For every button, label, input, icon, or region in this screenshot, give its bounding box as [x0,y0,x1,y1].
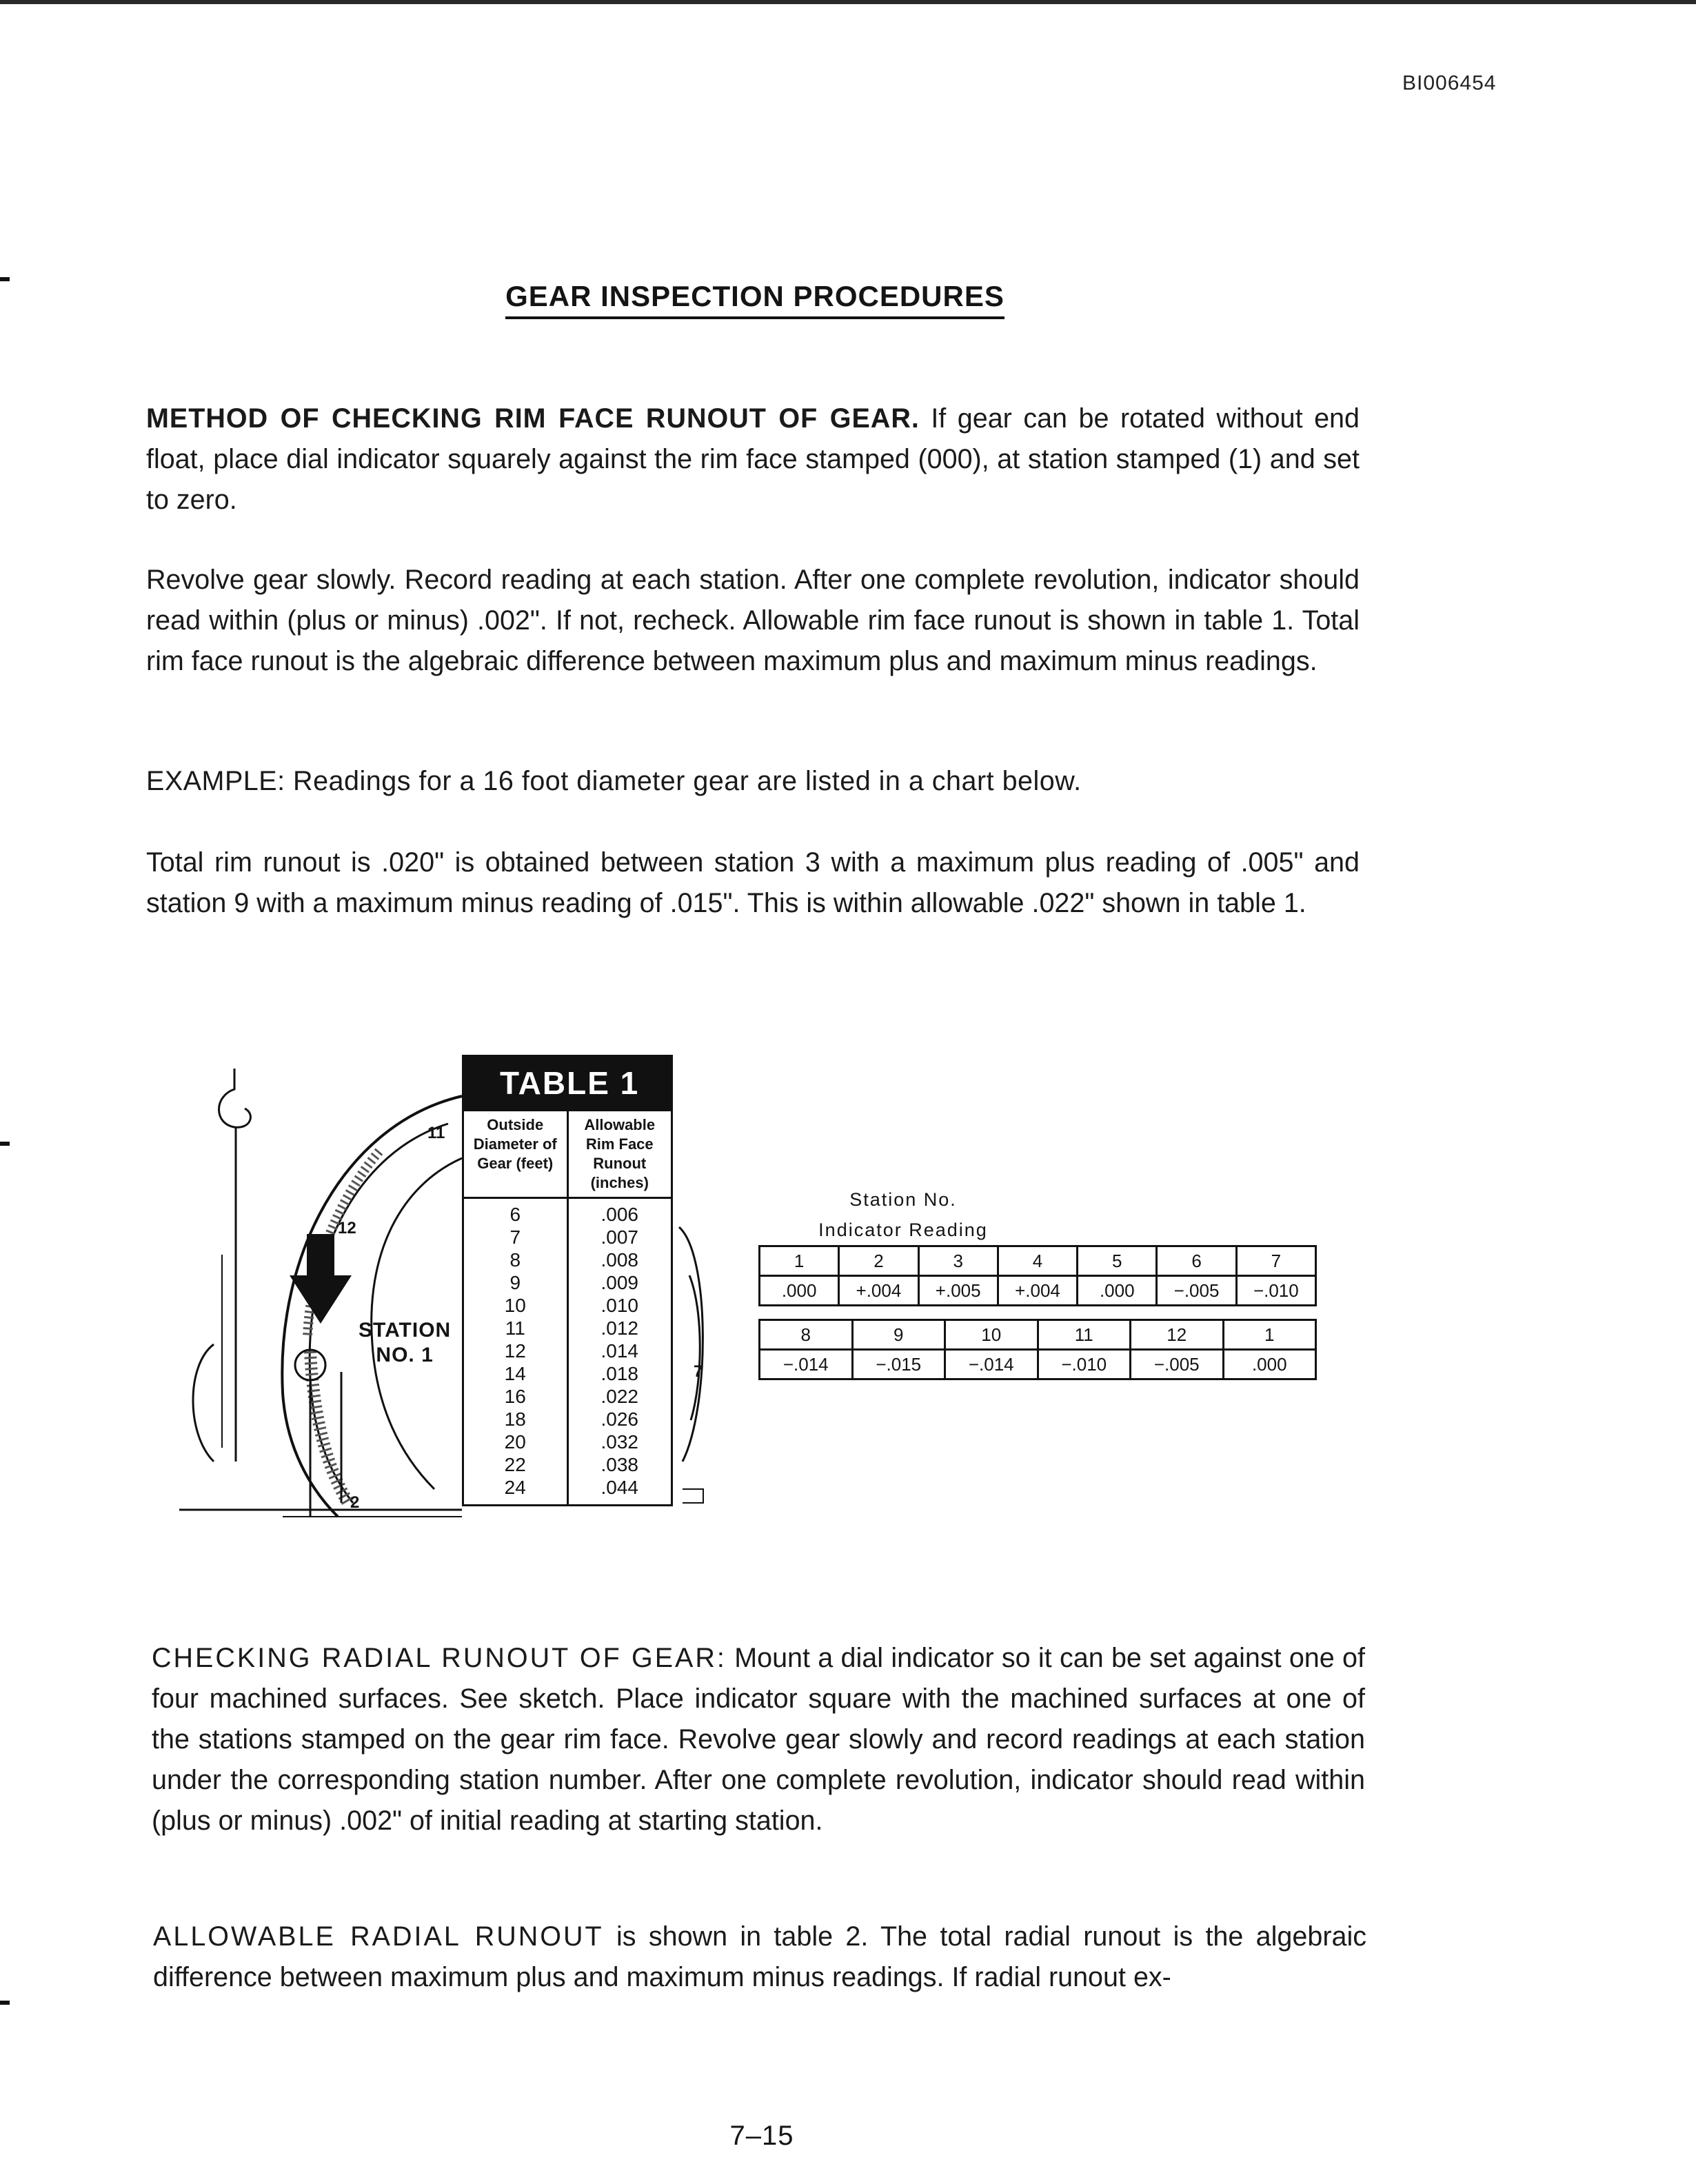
reading-cell: .000 [1078,1276,1157,1306]
paragraph-lead: METHOD OF CHECKING RIM FACE RUNOUT OF GEAR. [146,403,920,434]
caption-station-no: Station No. [849,1189,957,1210]
table-1-diameters: 6 7 8 9 10 11 12 14 16 18 20 22 24 [504,1204,526,1498]
station-cell: 6 [1157,1246,1236,1276]
reading-cell: −.010 [1236,1276,1315,1306]
station-cell: 12 [1131,1320,1224,1350]
reading-cell: −.015 [852,1350,945,1379]
readings-caption [800,1184,1007,1245]
station-cell: 9 [852,1320,945,1350]
paragraph-rim-method [146,398,1360,520]
top-rule [0,0,1696,4]
station-cell: 1 [760,1246,839,1276]
reading-cell: .000 [1223,1350,1316,1379]
station-mark-7: 7 [694,1362,703,1381]
station-mark-11: 11 [427,1124,445,1142]
station-cell: 2 [839,1246,918,1276]
readings-table-row-2 [758,1319,1317,1380]
reading-cell: +.004 [998,1276,1077,1306]
page-title: GEAR INSPECTION PROCEDURES [0,280,1510,313]
station-cell: 1 [1223,1320,1316,1350]
readings-table-row-1 [758,1245,1317,1306]
station-cell: 10 [945,1320,1038,1350]
edge-mark [0,1142,10,1146]
station-label-text: STATION NO. 1 [359,1319,452,1366]
paragraph-lead: CHECKING RADIAL RUNOUT OF GEAR: [152,1643,727,1673]
station-mark-2: 2 [350,1493,360,1512]
indicator-clamp [219,1069,251,1127]
paragraph-lead: ALLOWABLE RADIAL RUNOUT [153,1921,604,1952]
reading-cell: .000 [760,1276,839,1306]
table-1-body [464,1197,671,1504]
table-row [760,1320,1316,1350]
station-no-1-label [359,1318,451,1368]
table-row [760,1350,1316,1379]
paragraph-allowable-radial [153,1917,1366,1998]
reading-cell: −.010 [1038,1350,1131,1379]
station-cell: 3 [918,1246,998,1276]
reading-cell: +.004 [839,1276,918,1306]
gear-sketch-figure [172,1048,710,1544]
station-cell: 8 [760,1320,853,1350]
paragraph-body: is shown in table 2. The total radial runout is the algebraic difference between maximum plus and maximum minus readings. If radial runout ex- [153,1921,1366,1992]
readings-chart [758,1184,1317,1380]
station-cell: 7 [1236,1246,1315,1276]
gear-teeth [310,1351,348,1503]
table-row [760,1246,1316,1276]
reading-cell: −.014 [945,1350,1038,1379]
reading-cell: +.005 [918,1276,998,1306]
paragraph-example: EXAMPLE: Readings for a 16 foot diameter gear are listed in a chart below. [146,766,1082,796]
reading-cell: −.005 [1157,1276,1236,1306]
station-arrow [290,1234,352,1324]
caption-indicator-reading: Indicator Reading [818,1220,988,1240]
table-1-col-runout: Allowable Rim Face Runout (inches) [567,1111,672,1197]
paragraph-total: Total rim runout is .020" is obtained between station 3 with a maximum plus reading of .005" and station 9 with a maximum minus reading of .015". This is within allowable .022" shown in table 1. [146,847,1360,918]
paragraph-body: Mount a dial indicator so it can be set against one of four machined surfaces. See sketch. Place indicator square with the machined surfaces at one of the stations stamped on the gear rim face. Revolve gear slowly and record readings at each station under the corresponding station number. After one complete revolution, indicator should read within (plus or minus) .002" of initial reading at starting station. [152,1643,1365,1836]
document-id: BI006454 [1402,72,1497,94]
edge-mark [0,2001,10,2005]
table-row [760,1276,1316,1306]
station-cell: 5 [1078,1246,1157,1276]
page-number: 7–15 [729,2121,794,2151]
paragraph-radial-runout [152,1638,1365,1841]
station-cell: 4 [998,1246,1077,1276]
station-cell: 11 [1038,1320,1131,1350]
paragraph-body: If gear can be rotated without end float, place dial indicator squarely against the rim face stamped (000), at station stamped (1) and set to zero. [146,403,1360,515]
table-1-col-diameter: Outside Diameter of Gear (feet) [473,1116,557,1172]
table-1-runouts: .006 .007 .008 .009 .010 .012 .014 .018 .022 .026 .032 .038 .044 [567,1199,672,1504]
reading-cell: −.014 [760,1350,853,1379]
station-mark-12: 12 [338,1219,356,1237]
table-1-header-row [464,1109,671,1197]
table-1-heading: TABLE 1 [464,1057,671,1109]
paragraph-revolve: Revolve gear slowly. Record reading at each station. After one complete revolution, indicator should read within (plus or minus) .002". If not, recheck. Allowable rim face runout is shown in table 1. Total rim face runout is the algebraic difference between maximum plus and maximum minus readings. [146,565,1360,676]
table-1 [462,1055,673,1506]
reading-cell: −.005 [1131,1350,1224,1379]
